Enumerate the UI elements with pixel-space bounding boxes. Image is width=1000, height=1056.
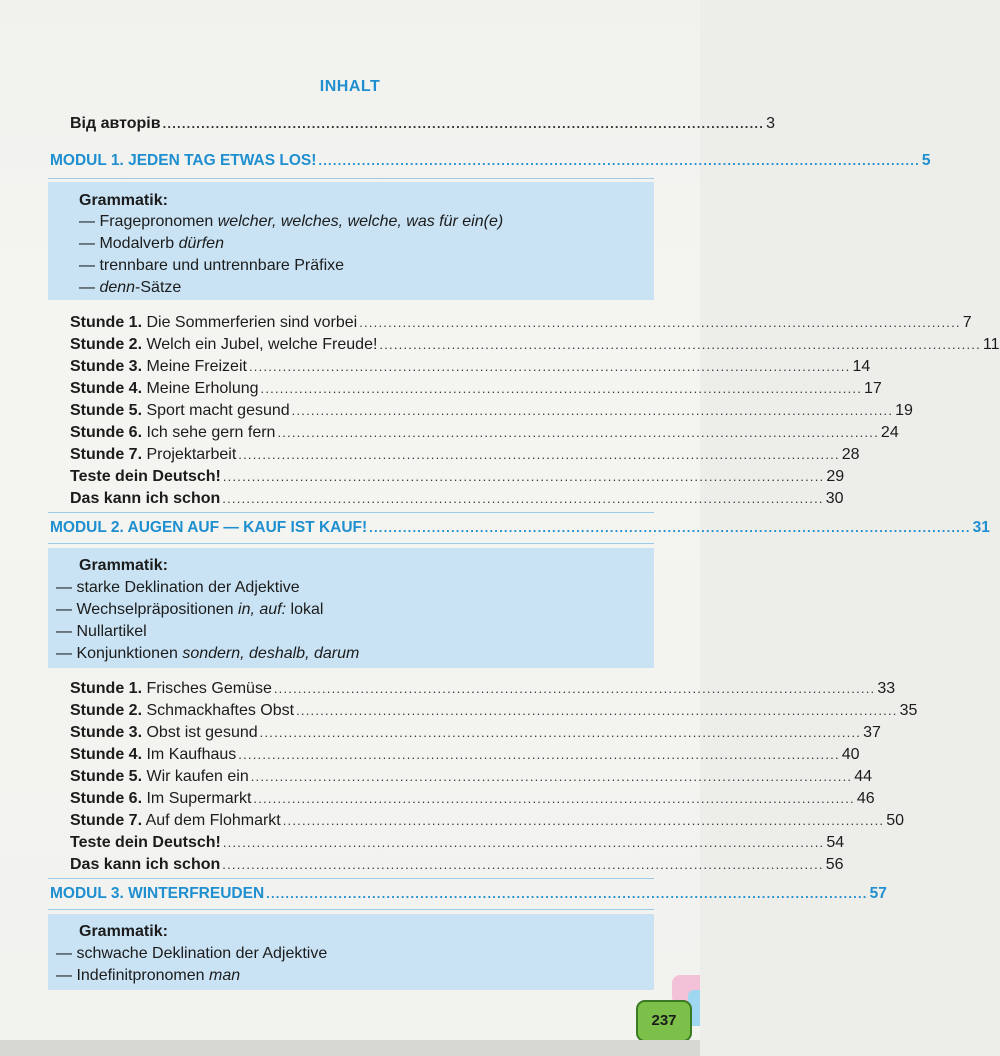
grammar-item: — starke Deklination der Adjektive <box>56 579 300 596</box>
leader-dots: ............................................................................................................................. <box>282 813 885 828</box>
grammar-item: — Nullartikel <box>56 623 147 640</box>
grammar-heading: Grammatik: <box>79 923 168 940</box>
lesson-entry[interactable]: Stunde 5. Wir kaufen ein ............................................................................................................................. 44 <box>70 768 873 785</box>
divider <box>48 178 654 179</box>
leader-dots: ............................................................................................................................. <box>318 153 920 168</box>
grammar-item: — Modalverb dürfen <box>79 235 224 252</box>
lesson-entry[interactable]: Stunde 6. Ich sehe gern fern ............................................................................................................................. 24 <box>70 424 899 441</box>
lesson-entry[interactable]: Stunde 2. Welch ein Jubel, welche Freude! ............................................................................................................................. 11 <box>70 336 1000 353</box>
lesson-entry[interactable]: Stunde 4. Im Kaufhaus ............................................................................................................................. 40 <box>70 746 860 763</box>
grammar-item: — Indefinitpronomen man <box>56 967 241 984</box>
leader-dots: ............................................................................................................................. <box>359 315 961 330</box>
entry-page: 3 <box>766 115 775 132</box>
leader-dots: ............................................................................................................................. <box>273 681 876 696</box>
lesson-entry[interactable]: Stunde 7. Projektarbeit ............................................................................................................................. 28 <box>70 446 860 463</box>
module-title: MODUL 3. WINTERFREUDEN <box>50 885 265 902</box>
extra-entry[interactable]: Teste dein Deutsch! ............................................................................................................................. 54 <box>70 834 845 851</box>
lesson-entry[interactable]: Stunde 3. Obst ist gesund ............................................................................................................................. 37 <box>70 724 881 741</box>
leader-dots: ............................................................................................................................. <box>277 425 879 440</box>
extra-entry[interactable]: Teste dein Deutsch! ............................................................................................................................. 29 <box>70 468 845 485</box>
leader-dots: ............................................................................................................................. <box>222 469 825 484</box>
lesson-entry[interactable]: Stunde 2. Schmackhaftes Obst ............................................................................................................................. 35 <box>70 702 918 719</box>
lesson-entry[interactable]: Stunde 7. Auf dem Flohmarkt ............................................................................................................................. 50 <box>70 812 905 829</box>
lesson-entry[interactable]: Stunde 1. Frisches Gemüse ............................................................................................................................. 33 <box>70 680 896 697</box>
leader-dots: ............................................................................................................................. <box>238 747 840 762</box>
toc-entry-preface[interactable] <box>70 114 775 134</box>
module-heading[interactable] <box>50 151 931 171</box>
module-page: 5 <box>921 152 931 169</box>
leader-dots: ............................................................................................................................. <box>162 116 765 131</box>
leader-dots: ............................................................................................................................. <box>266 886 868 901</box>
leader-dots: ............................................................................................................................. <box>222 857 824 872</box>
module-page: 31 <box>972 519 990 536</box>
grammar-item: — schwache Deklination der Adjektive <box>56 945 328 962</box>
grammar-item: — denn-Sätze <box>79 279 182 296</box>
module-title: MODUL 1. JEDEN TAG ETWAS LOS! <box>50 152 317 169</box>
grammar-item: — Wechselpräpositionen in, auf: lokal <box>56 601 324 618</box>
page-number-badge: 237 <box>636 1000 692 1042</box>
divider <box>48 543 654 544</box>
lesson-entry[interactable]: Stunde 3. Meine Freizeit ............................................................................................................................. 14 <box>70 358 871 375</box>
leader-dots: ............................................................................................................................. <box>248 359 851 374</box>
extra-entry[interactable]: Das kann ich schon ............................................................................................................................. 30 <box>70 490 844 507</box>
grammar-heading: Grammatik: <box>79 192 168 209</box>
module-heading[interactable] <box>50 884 887 904</box>
module-title: MODUL 2. AUGEN AUF — KAUF IST KAUF! <box>50 519 368 536</box>
page-edge <box>0 1040 700 1056</box>
page-title: INHALT <box>319 78 381 95</box>
leader-dots: ............................................................................................................................. <box>369 520 971 535</box>
leader-dots: ............................................................................................................................. <box>259 725 862 740</box>
leader-dots: ............................................................................................................................. <box>379 337 981 352</box>
divider <box>48 878 654 879</box>
leader-dots: ............................................................................................................................. <box>291 403 894 418</box>
module-heading[interactable] <box>50 518 990 538</box>
lesson-entry[interactable]: Stunde 5. Sport macht gesund ............................................................................................................................. 19 <box>70 402 913 419</box>
leader-dots: ............................................................................................................................. <box>260 381 863 396</box>
lesson-entry[interactable]: Stunde 1. Die Sommerferien sind vorbei ............................................................................................................................. 7 <box>70 314 972 331</box>
divider <box>48 909 654 910</box>
entry-title: Від авторів <box>70 115 161 132</box>
leader-dots: ............................................................................................................................. <box>296 703 898 718</box>
extra-entry[interactable]: Das kann ich schon ............................................................................................................................. 56 <box>70 856 844 873</box>
leader-dots: ............................................................................................................................. <box>222 491 824 506</box>
grammar-item: — Fragepronomen welcher, welches, welche, was für ein(e) <box>79 213 504 230</box>
lesson-entry[interactable]: Stunde 4. Meine Erholung ............................................................................................................................. 17 <box>70 380 882 397</box>
leader-dots: ............................................................................................................................. <box>222 835 825 850</box>
module-page: 57 <box>869 885 887 902</box>
leader-dots: ............................................................................................................................. <box>253 791 855 806</box>
grammar-item: — Konjunktionen sondern, deshalb, darum <box>56 645 360 662</box>
grammar-heading: Grammatik: <box>79 557 168 574</box>
grammar-item: — trennbare und untrennbare Präfixe <box>79 257 345 274</box>
lesson-entry[interactable]: Stunde 6. Im Supermarkt ............................................................................................................................. 46 <box>70 790 875 807</box>
leader-dots: ............................................................................................................................. <box>250 769 853 784</box>
leader-dots: ............................................................................................................................. <box>238 447 840 462</box>
divider <box>48 512 654 513</box>
